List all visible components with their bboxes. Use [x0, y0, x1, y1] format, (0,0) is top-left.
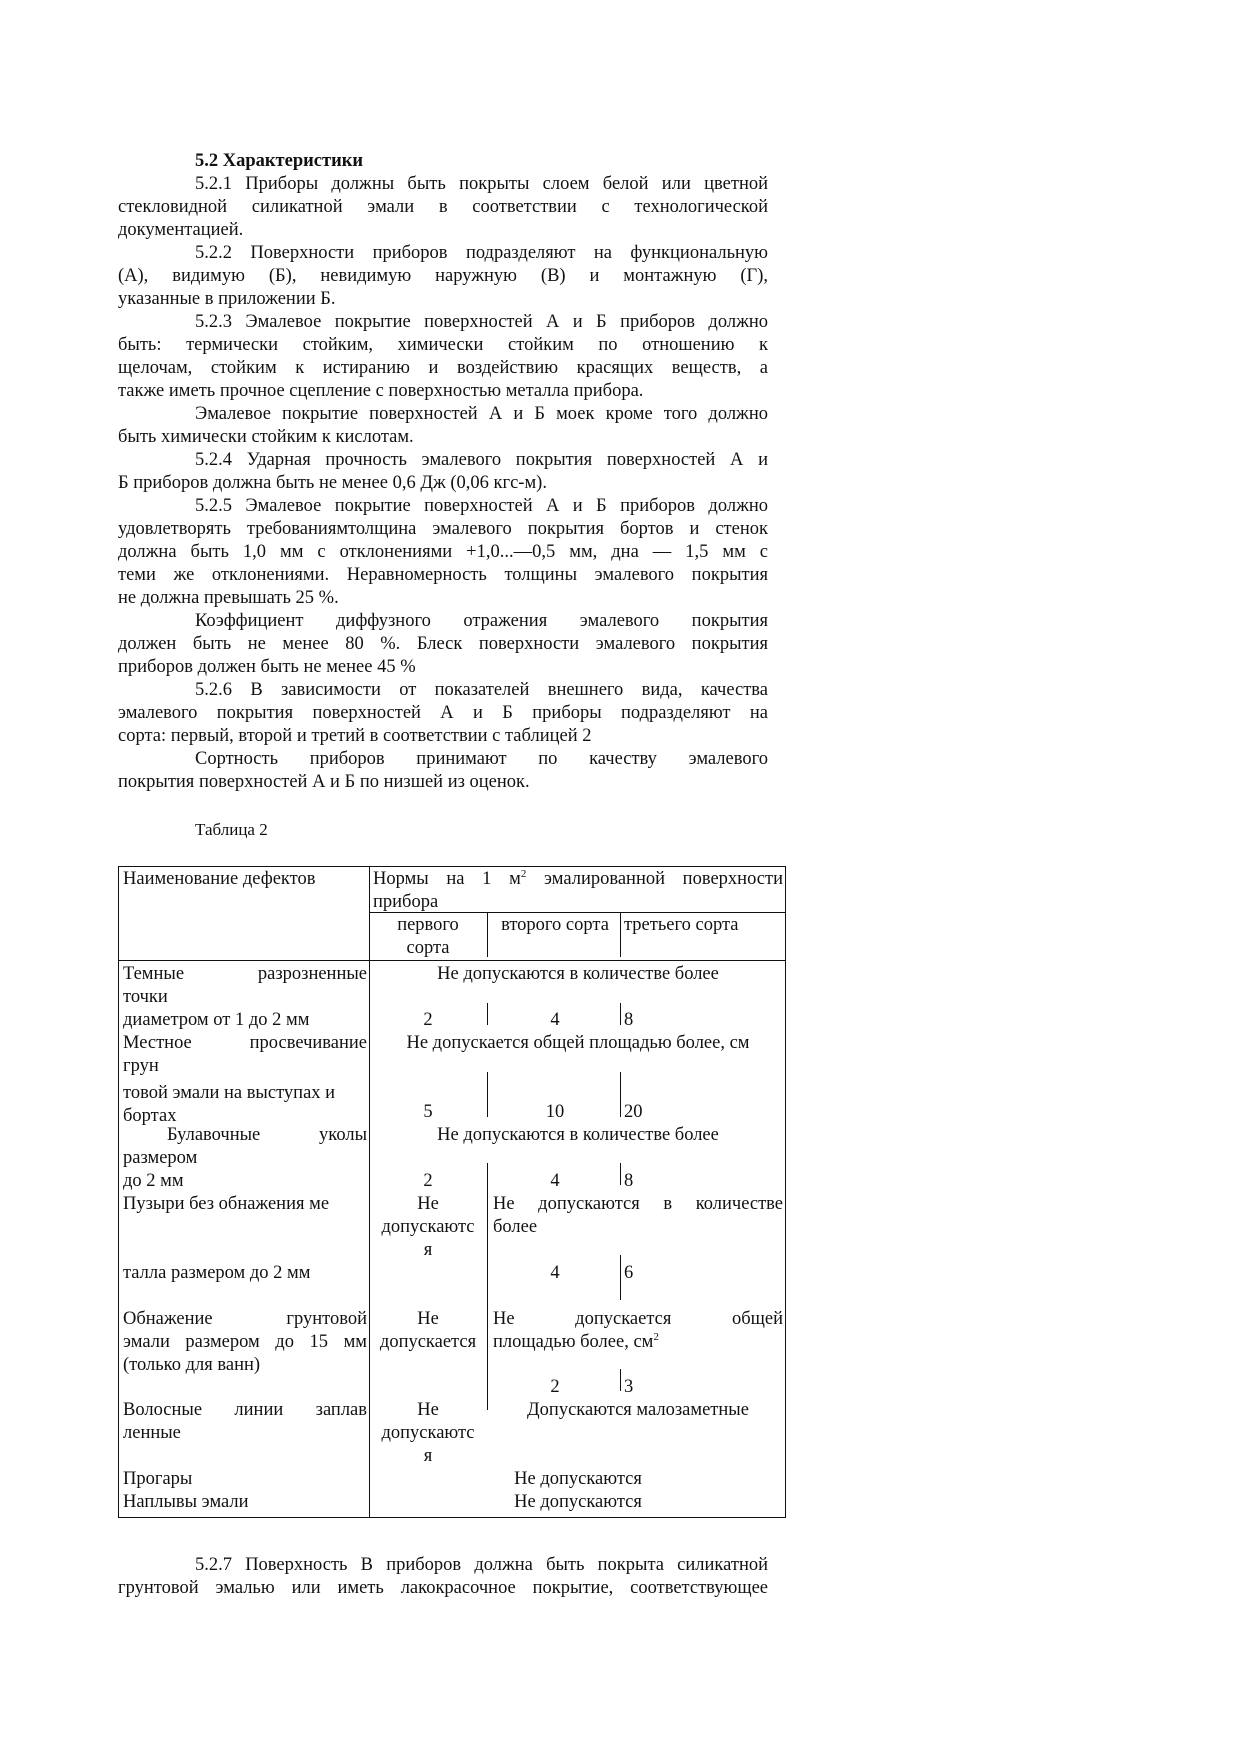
text-line: 5.2.5 Эмалевое покрытие поверхностей А и Б приборов должно	[195, 496, 768, 516]
row-name: Волосные линии заплав ленные	[123, 1400, 367, 1443]
cell-second: 2	[550, 1377, 560, 1397]
table-caption: Таблица 2	[195, 820, 268, 839]
section-text-before	[118, 150, 768, 794]
cell-first: 2	[423, 1171, 433, 1191]
text-line: теми же отклонениями. Неравномерность толщины эмалевого покрытия	[118, 565, 768, 585]
text-line: Эмалевое покрытие поверхностей А и Б моек кроме того должно	[195, 404, 768, 424]
text-line: эмалевого покрытия поверхностей А и Б приборы подразделяют на	[118, 703, 768, 723]
row-span: Допускаются малозаметные	[527, 1400, 749, 1420]
text-line: документацией.	[118, 220, 244, 240]
text-line: стекловидной силикатной эмали в соответствии с технологической	[118, 197, 768, 217]
table-divider-v	[620, 1255, 621, 1300]
cell-third: 8	[624, 1010, 634, 1030]
header-first-grade: первого сорта	[397, 915, 459, 958]
text-line: указанные в приложении Б.	[118, 289, 336, 309]
row-span: Не допускается общей площадью более, см	[406, 1033, 750, 1053]
row-span: Не допускаются	[514, 1469, 642, 1489]
text-line: щелочам, стойким к истиранию и воздействию красящих веществ, а	[118, 358, 768, 378]
text-line: должна быть 1,0 мм с отклонениями +1,0...—0,5 мм, дна — 1,5 мм с	[118, 542, 768, 562]
row-name: Наплывы эмали	[123, 1492, 249, 1512]
row-span: Не допускаются	[514, 1492, 642, 1512]
row-name: Прогары	[123, 1469, 193, 1489]
table-divider-h	[119, 960, 785, 961]
table-divider-v	[369, 867, 370, 1517]
text-line: Коэффициент диффузного отражения эмалевого покрытия	[195, 611, 768, 631]
text-line: покрытия поверхностей А и Б по низшей из оценок.	[118, 772, 530, 792]
text-line: (А), видимую (Б), невидимую наружную (В) и монтажную (Г),	[118, 266, 768, 286]
cell-second: 4	[550, 1171, 560, 1191]
table-divider-v	[487, 1163, 488, 1410]
cell-first: 5	[423, 1102, 433, 1122]
text-line: 5.2.2 Поверхности приборов подразделяют на функциональную	[195, 243, 768, 263]
row-span: Не допускаются в количестве более	[437, 1125, 719, 1145]
row-span: Не допускаются в количестве более	[493, 1194, 783, 1237]
cell-third: 6	[624, 1263, 634, 1283]
text-line: не должна превышать 25 %.	[118, 588, 339, 608]
cell-first: Не допускаютс я	[381, 1194, 475, 1260]
table-divider-v	[620, 1369, 621, 1391]
text-line: 5.2.6 В зависимости от показателей внешнего вида, качества	[195, 680, 768, 700]
table-divider-v	[620, 1072, 621, 1117]
row-name: Темные разрозненные точки диаметром от 1 до 2 мм	[123, 964, 367, 1030]
text-line: также иметь прочное сцепление с поверхностью металла прибора.	[118, 381, 644, 401]
table-divider-v	[487, 1003, 488, 1025]
text-line: приборов должен быть не менее 45 %	[118, 657, 416, 677]
text-line: Сортность приборов принимают по качеству эмалевого	[195, 749, 768, 769]
cell-third: 8	[624, 1171, 634, 1191]
cell-first: Не допускаютс я	[381, 1400, 475, 1466]
text-line: быть: термически стойким, химически стойким по отношению к	[118, 335, 768, 355]
row-span: Не допускается общей площадью более, $см^2$	[493, 1309, 783, 1352]
text-line: должен быть не менее 80 %. Блеск поверхности эмалевого покрытия	[118, 634, 768, 654]
table-divider-v	[487, 912, 488, 957]
cell-second: 4	[550, 1263, 560, 1283]
text-line: 5.2.7 Поверхность В приборов должна быть покрыта силикатной	[195, 1555, 768, 1575]
cell-second: 4	[550, 1010, 560, 1030]
header-third-grade: третьего сорта	[624, 915, 739, 935]
table-divider-v	[487, 1072, 488, 1117]
defects-table	[118, 866, 786, 1518]
cell-third: 3	[624, 1377, 634, 1397]
row-name: Обнажение грунтовой эмали размером до 15 мм (только для ванн)	[123, 1309, 367, 1375]
header-defects: Наименование дефектов	[123, 869, 316, 889]
table-divider-v	[620, 1163, 621, 1185]
row-name: Булавочные уколы размером до 2 мм	[123, 1125, 367, 1191]
header-second-grade: второго сорта	[501, 915, 609, 935]
text-line: быть химически стойким к кислотам.	[118, 427, 414, 447]
cell-first: 2	[423, 1010, 433, 1030]
section-text-after	[118, 1554, 768, 1600]
text-line: 5.2.1 Приборы должны быть покрыты слоем белой или цветной	[195, 174, 768, 194]
cell-first: Не допускается	[379, 1309, 477, 1352]
text-line: Б приборов должна быть не менее 0,6 Дж (0,06 кгс-м).	[118, 473, 547, 493]
text-line: грунтовой эмалью или иметь лакокрасочное покрытие, соответствующее	[118, 1578, 768, 1598]
text-line: 5.2.3 Эмалевое покрытие поверхностей А и Б приборов должно	[195, 312, 768, 332]
section-heading: 5.2 Характеристики	[195, 151, 364, 171]
table-divider-v	[620, 912, 621, 957]
cell-second: 10	[545, 1102, 565, 1122]
row-name: Пузыри без обнажения ме талла размером до 2 мм	[123, 1194, 330, 1283]
row-name: Местное просвечивание грун товой эмали на выступах и бортах	[123, 1033, 367, 1126]
text-line: сорта: первый, второй и третий в соответствии с таблицей 2	[118, 726, 592, 746]
text-line: удовлетворять требованиямтолщина эмалевого покрытия бортов и стенок	[118, 519, 768, 539]
cell-third: 20	[624, 1102, 643, 1122]
table-divider-v	[620, 1003, 621, 1025]
row-span: Не допускаются в количестве более	[437, 964, 719, 984]
header-norms: Нормы на 1 $м^2$ эмалированной поверхности прибора	[373, 867, 783, 912]
text-line: 5.2.4 Ударная прочность эмалевого покрытия поверхностей А и	[195, 450, 768, 470]
